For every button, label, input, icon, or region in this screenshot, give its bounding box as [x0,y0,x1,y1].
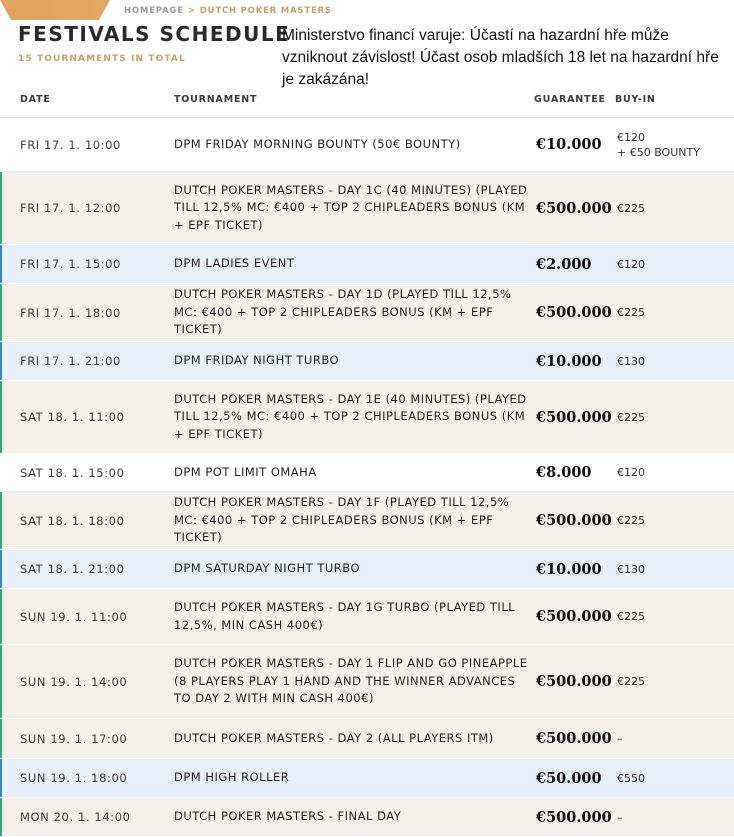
tournament-count: 15 TOURNAMENTS IN TOTAL [18,54,186,64]
row-accent-bar [0,284,2,341]
row-buyin [617,771,645,786]
row-date: FRI 17. 1. 18:00 [20,305,121,320]
row-guarantee: €500.000 [536,608,612,625]
row-tournament-name[interactable]: DPM FRIDAY NIGHT TURBO [174,353,340,368]
table-row[interactable] [0,492,734,550]
row-date: FRI 17. 1. 12:00 [20,201,121,215]
row-accent-bar [0,589,2,644]
row-buyin [617,609,645,624]
row-buyin-amount: €130 [617,354,645,368]
column-header-date: DATE [20,94,51,105]
page-title: FESTIVALS SCHEDULE [18,22,291,46]
row-date: FRI 17. 1. 21:00 [20,354,121,368]
row-guarantee: €500.000 [536,408,612,426]
row-accent-bar [0,719,2,758]
row-tournament-name[interactable]: DPM POT LIMIT OMAHA [174,464,317,479]
row-buyin-amount: €225 [617,610,645,623]
row-date: SAT 18. 1. 21:00 [20,562,125,576]
row-guarantee: €500.000 [536,304,612,321]
row-buyin-amount: €550 [617,771,645,785]
table-row[interactable] [0,645,734,719]
schedule-table [0,118,734,837]
row-buyin [617,257,645,272]
column-header-tournament: TOURNAMENT [174,94,258,105]
row-guarantee: €500.000 [536,512,612,529]
table-row[interactable] [0,550,734,589]
row-buyin [617,410,645,425]
row-buyin-amount: €225 [617,514,645,527]
table-row[interactable] [0,798,734,837]
row-buyin-amount: €225 [617,410,645,424]
row-buyin-amount: €225 [617,675,645,688]
table-row[interactable] [0,719,734,759]
row-buyin-amount: €120 [617,466,645,479]
row-buyin-amount: €120 [617,257,645,271]
row-buyin [617,201,645,216]
row-tournament-name[interactable]: DPM HIGH ROLLER [174,770,290,785]
row-guarantee: €500.000 [536,199,612,217]
row-guarantee: €500.000 [536,808,612,826]
row-accent-bar [0,492,2,549]
row-buyin [617,562,645,577]
row-tournament-name[interactable]: DUTCH POKER MASTERS - DAY 1 FLIP AND GO PINEAPPLE (8 PLAYERS PLAY 1 HAND AND THE WINNER ADVANCES TO DAY 2 WITH MIN CASH 400€) [174,656,528,706]
row-guarantee: €8.000 [536,464,592,481]
breadcrumb [124,6,332,16]
row-buyin-amount: €225 [617,201,645,215]
row-date: SUN 19. 1. 17:00 [20,731,128,746]
table-row[interactable] [0,454,734,492]
row-buyin-amount: €225 [617,306,645,319]
row-tournament-name[interactable]: DUTCH POKER MASTERS - DAY 2 (ALL PLAYERS ITM) [174,730,494,745]
row-tournament-name[interactable]: DUTCH POKER MASTERS - DAY 1F (PLAYED TILL 12,5% MC: €400 + TOP 2 CHIPLEADERS BONUS (KM + EPF TICKET) [174,495,510,545]
row-accent-bar [0,245,2,283]
row-buyin-amount: – [617,810,623,824]
row-guarantee: €500.000 [536,673,612,690]
row-accent-bar [0,172,2,244]
row-tournament-name[interactable]: DUTCH POKER MASTERS - DAY 1C (40 MINUTES) (PLAYED TILL 12,5% MC: €400 + TOP 2 CHIPLEADERS BONUS (KM + EPF TICKET) [174,182,528,232]
row-accent-bar [0,454,2,491]
table-row[interactable] [0,381,734,454]
row-guarantee: €10.000 [536,560,602,578]
row-buyin [617,674,645,689]
table-row[interactable] [0,172,734,245]
table-row[interactable] [0,284,734,342]
row-buyin [617,465,645,480]
row-date: SAT 18. 1. 15:00 [20,465,125,480]
row-date: SUN 19. 1. 11:00 [20,609,128,624]
row-buyin [617,513,645,528]
row-buyin-amount: – [617,732,623,745]
row-guarantee: €10.000 [536,136,602,153]
table-header [0,82,734,118]
row-buyin-amount: €130 [617,562,645,576]
row-date: FRI 17. 1. 10:00 [20,137,121,152]
table-row[interactable] [0,245,734,284]
row-buyin-bounty: + €50 BOUNTY [617,145,700,159]
row-guarantee: €10.000 [536,352,602,370]
row-accent-bar [0,645,2,718]
row-guarantee: €500.000 [536,730,612,747]
row-tournament-name[interactable]: DUTCH POKER MASTERS - FINAL DAY [174,809,402,824]
row-accent-bar [0,118,2,171]
column-header-buyin: BUY-IN [615,94,656,105]
row-date: SUN 19. 1. 18:00 [20,771,128,785]
row-date: SAT 18. 1. 11:00 [20,410,125,424]
row-tournament-name[interactable]: DPM LADIES EVENT [174,256,295,271]
row-buyin [617,810,623,825]
breadcrumb-current: DUTCH POKER MASTERS [199,6,332,16]
row-tournament-name[interactable]: DPM FRIDAY MORNING BOUNTY (50€ BOUNTY) [174,136,461,151]
row-tournament-name[interactable]: DUTCH POKER MASTERS - DAY 1G TURBO (PLAYED TILL 12,5%, MIN CASH 400€) [174,600,516,632]
logo-shape [0,0,110,20]
row-accent-bar [0,550,2,588]
table-row[interactable] [0,342,734,381]
row-tournament-name[interactable]: DPM SATURDAY NIGHT TURBO [174,561,360,576]
row-guarantee: €2.000 [536,255,592,273]
gambling-warning: Ministerstvo financí varuje: Účastí na hazardní hře může vzniknout závislost! Účast osob mladších 18 let na hazardní hře je zakázána! [282,27,719,88]
row-accent-bar [0,759,2,797]
table-row[interactable] [0,589,734,645]
table-row[interactable] [0,759,734,798]
row-accent-bar [0,342,2,380]
breadcrumb-home-link[interactable]: HOMEPAGE [124,6,184,16]
table-row[interactable] [0,118,734,172]
row-date: SUN 19. 1. 14:00 [20,674,128,689]
row-date: MON 20. 1. 14:00 [20,810,131,824]
row-accent-bar [0,381,2,453]
row-buyin [617,130,700,160]
row-buyin-amount: €120 [617,130,645,144]
row-accent-bar [0,798,2,836]
row-buyin [617,305,645,320]
row-tournament-name[interactable]: DUTCH POKER MASTERS - DAY 1D (PLAYED TILL 12,5% MC: €400 + TOP 2 CHIPLEADERS BONUS (KM + EPF TICKET) [174,287,512,337]
row-guarantee: €50.000 [536,769,602,787]
row-tournament-name[interactable]: DUTCH POKER MASTERS - DAY 1E (40 MINUTES) (PLAYED TILL 12,5% MC: €400 + TOP 2 CHIPLEADERS BONUS (KM + EPF TICKET) [174,391,527,441]
row-date: FRI 17. 1. 15:00 [20,257,121,271]
column-header-guarantee: GUARANTEE [534,94,606,105]
row-buyin [617,354,645,369]
breadcrumb-separator: > [187,6,196,16]
row-date: SAT 18. 1. 18:00 [20,513,125,528]
row-buyin [617,731,623,746]
